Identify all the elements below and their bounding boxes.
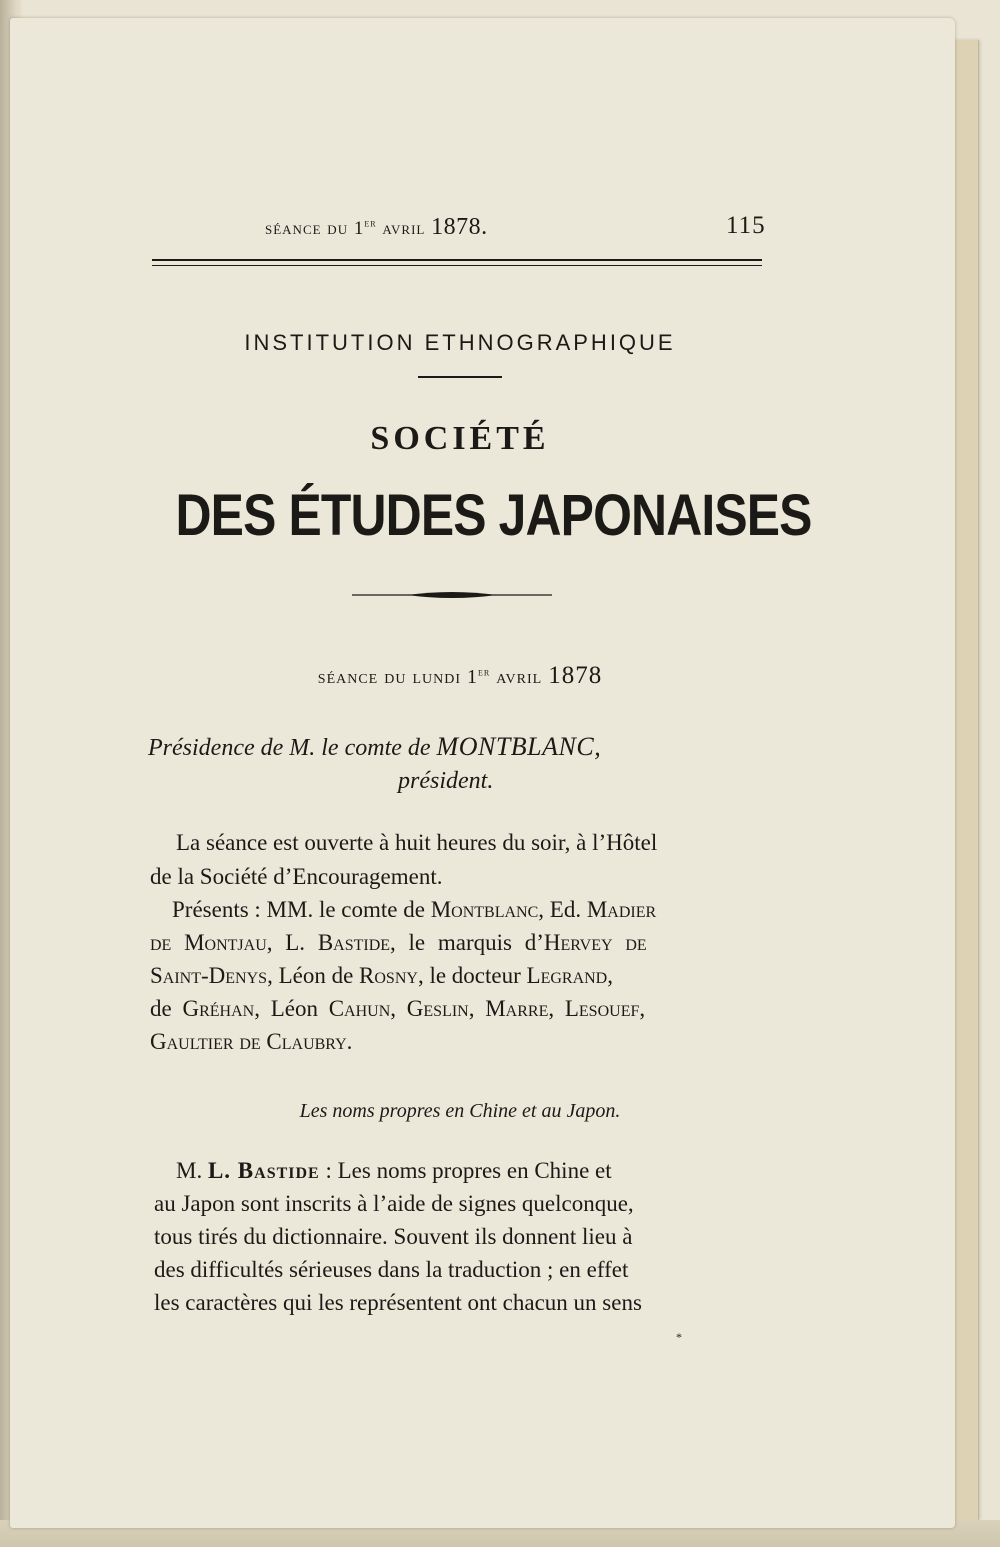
name-montblanc: Montblanc: [430, 897, 539, 922]
presents-sep: de: [150, 996, 183, 1021]
title-etudes-japonaises: DES ÉTUDES JAPONAISES: [175, 483, 812, 548]
running-head-text: séance du 1: [265, 218, 365, 239]
running-head-superscript: er: [364, 215, 377, 230]
section-topic: Les noms propres en Chine et au Japon.: [299, 1100, 621, 1122]
name-lesouef: Lesouef: [564, 996, 640, 1021]
session-text: séance du lundi 1: [317, 666, 478, 688]
presents-line-4: [150, 996, 645, 1022]
presents-line-1: [172, 897, 656, 923]
presents-line-5: [150, 1029, 352, 1055]
presents-sep: , le docteur: [417, 963, 527, 988]
name-hervey: Hervey de: [543, 930, 647, 955]
presents-sep: , Ed.: [538, 897, 587, 922]
name-legrand: Legrand: [526, 963, 608, 988]
speech-prefix: M.: [176, 1158, 208, 1183]
running-head: [265, 214, 488, 241]
presidence-line: [148, 732, 601, 762]
session-heading: [140, 662, 780, 690]
speaker-name: L. Bastide: [207, 1158, 320, 1183]
name-gaultier: Gaultier de Claubry: [150, 1029, 347, 1054]
ornamental-rule: [352, 589, 552, 601]
speech-text: : Les noms propres en Chine et: [319, 1158, 612, 1183]
name-madier: Madier: [586, 897, 657, 922]
presents-sep: ,: [639, 996, 646, 1021]
presidence-prefix: Présidence de M. le comte de: [148, 735, 437, 761]
speech-line-3: tous tirés du dictionnaire. Souvent ils donnent lieu à: [154, 1224, 633, 1249]
presents-label: Présents : MM. le comte de: [172, 897, 431, 922]
presents-sep: ,: [390, 996, 407, 1021]
name-grehan: Gréhan: [182, 996, 255, 1021]
presents-line-2: [150, 930, 647, 956]
presents-sep: , Léon: [254, 996, 329, 1021]
name-bastide: Bastide: [317, 930, 391, 955]
name-montjau: de Montjau: [150, 930, 267, 955]
name-rosny: Rosny: [359, 963, 418, 988]
name-cahun: Cahun: [328, 996, 391, 1021]
session-month: avril: [490, 666, 549, 688]
presents-sep: , Léon de: [267, 963, 360, 988]
presents-sep: ,: [548, 996, 565, 1021]
presents-sep: , L.: [266, 930, 318, 955]
presidence-title: président.: [398, 768, 494, 794]
header-rule: [152, 259, 762, 261]
presents-sep: ,: [468, 996, 486, 1021]
short-divider: [418, 376, 502, 378]
header-rule-thin: [152, 265, 762, 266]
name-saint-denys: Saint-Denys: [150, 963, 268, 988]
running-head-month: avril: [376, 218, 432, 239]
presents-sep: , le marquis d’: [390, 930, 544, 955]
speech-line-1: [176, 1158, 612, 1184]
institution-heading: INSTITUTION ETHNOGRAPHIQUE: [244, 330, 676, 355]
speech-line-2: au Japon sont inscrits à l’aide de signes quelconque,: [154, 1191, 634, 1216]
session-year: 1878: [548, 662, 603, 689]
opening-line-2: de la Société d’Encouragement.: [150, 864, 443, 889]
name-geslin: Geslin: [406, 996, 469, 1021]
presents-line-3: [150, 963, 613, 989]
opening-line-1: La séance est ouverte à huit heures du soir, à l’Hôtel: [176, 830, 658, 855]
presidence-name: MONTBLANC,: [436, 732, 602, 761]
signature-mark: *: [676, 1330, 682, 1344]
name-marre: Marre: [485, 996, 549, 1021]
title-societe: SOCIÉTÉ: [370, 420, 550, 457]
speech-line-4: des difficultés sérieuses dans la traduction ; en effet: [154, 1257, 629, 1282]
running-head-year: 1878.: [431, 214, 488, 240]
speech-line-5: les caractères qui les représentent ont chacun un sens: [154, 1290, 642, 1315]
presents-sep: ,: [607, 963, 613, 988]
presents-sep: .: [346, 1029, 353, 1054]
page-number: 115: [726, 212, 766, 239]
session-superscript: er: [478, 664, 491, 679]
